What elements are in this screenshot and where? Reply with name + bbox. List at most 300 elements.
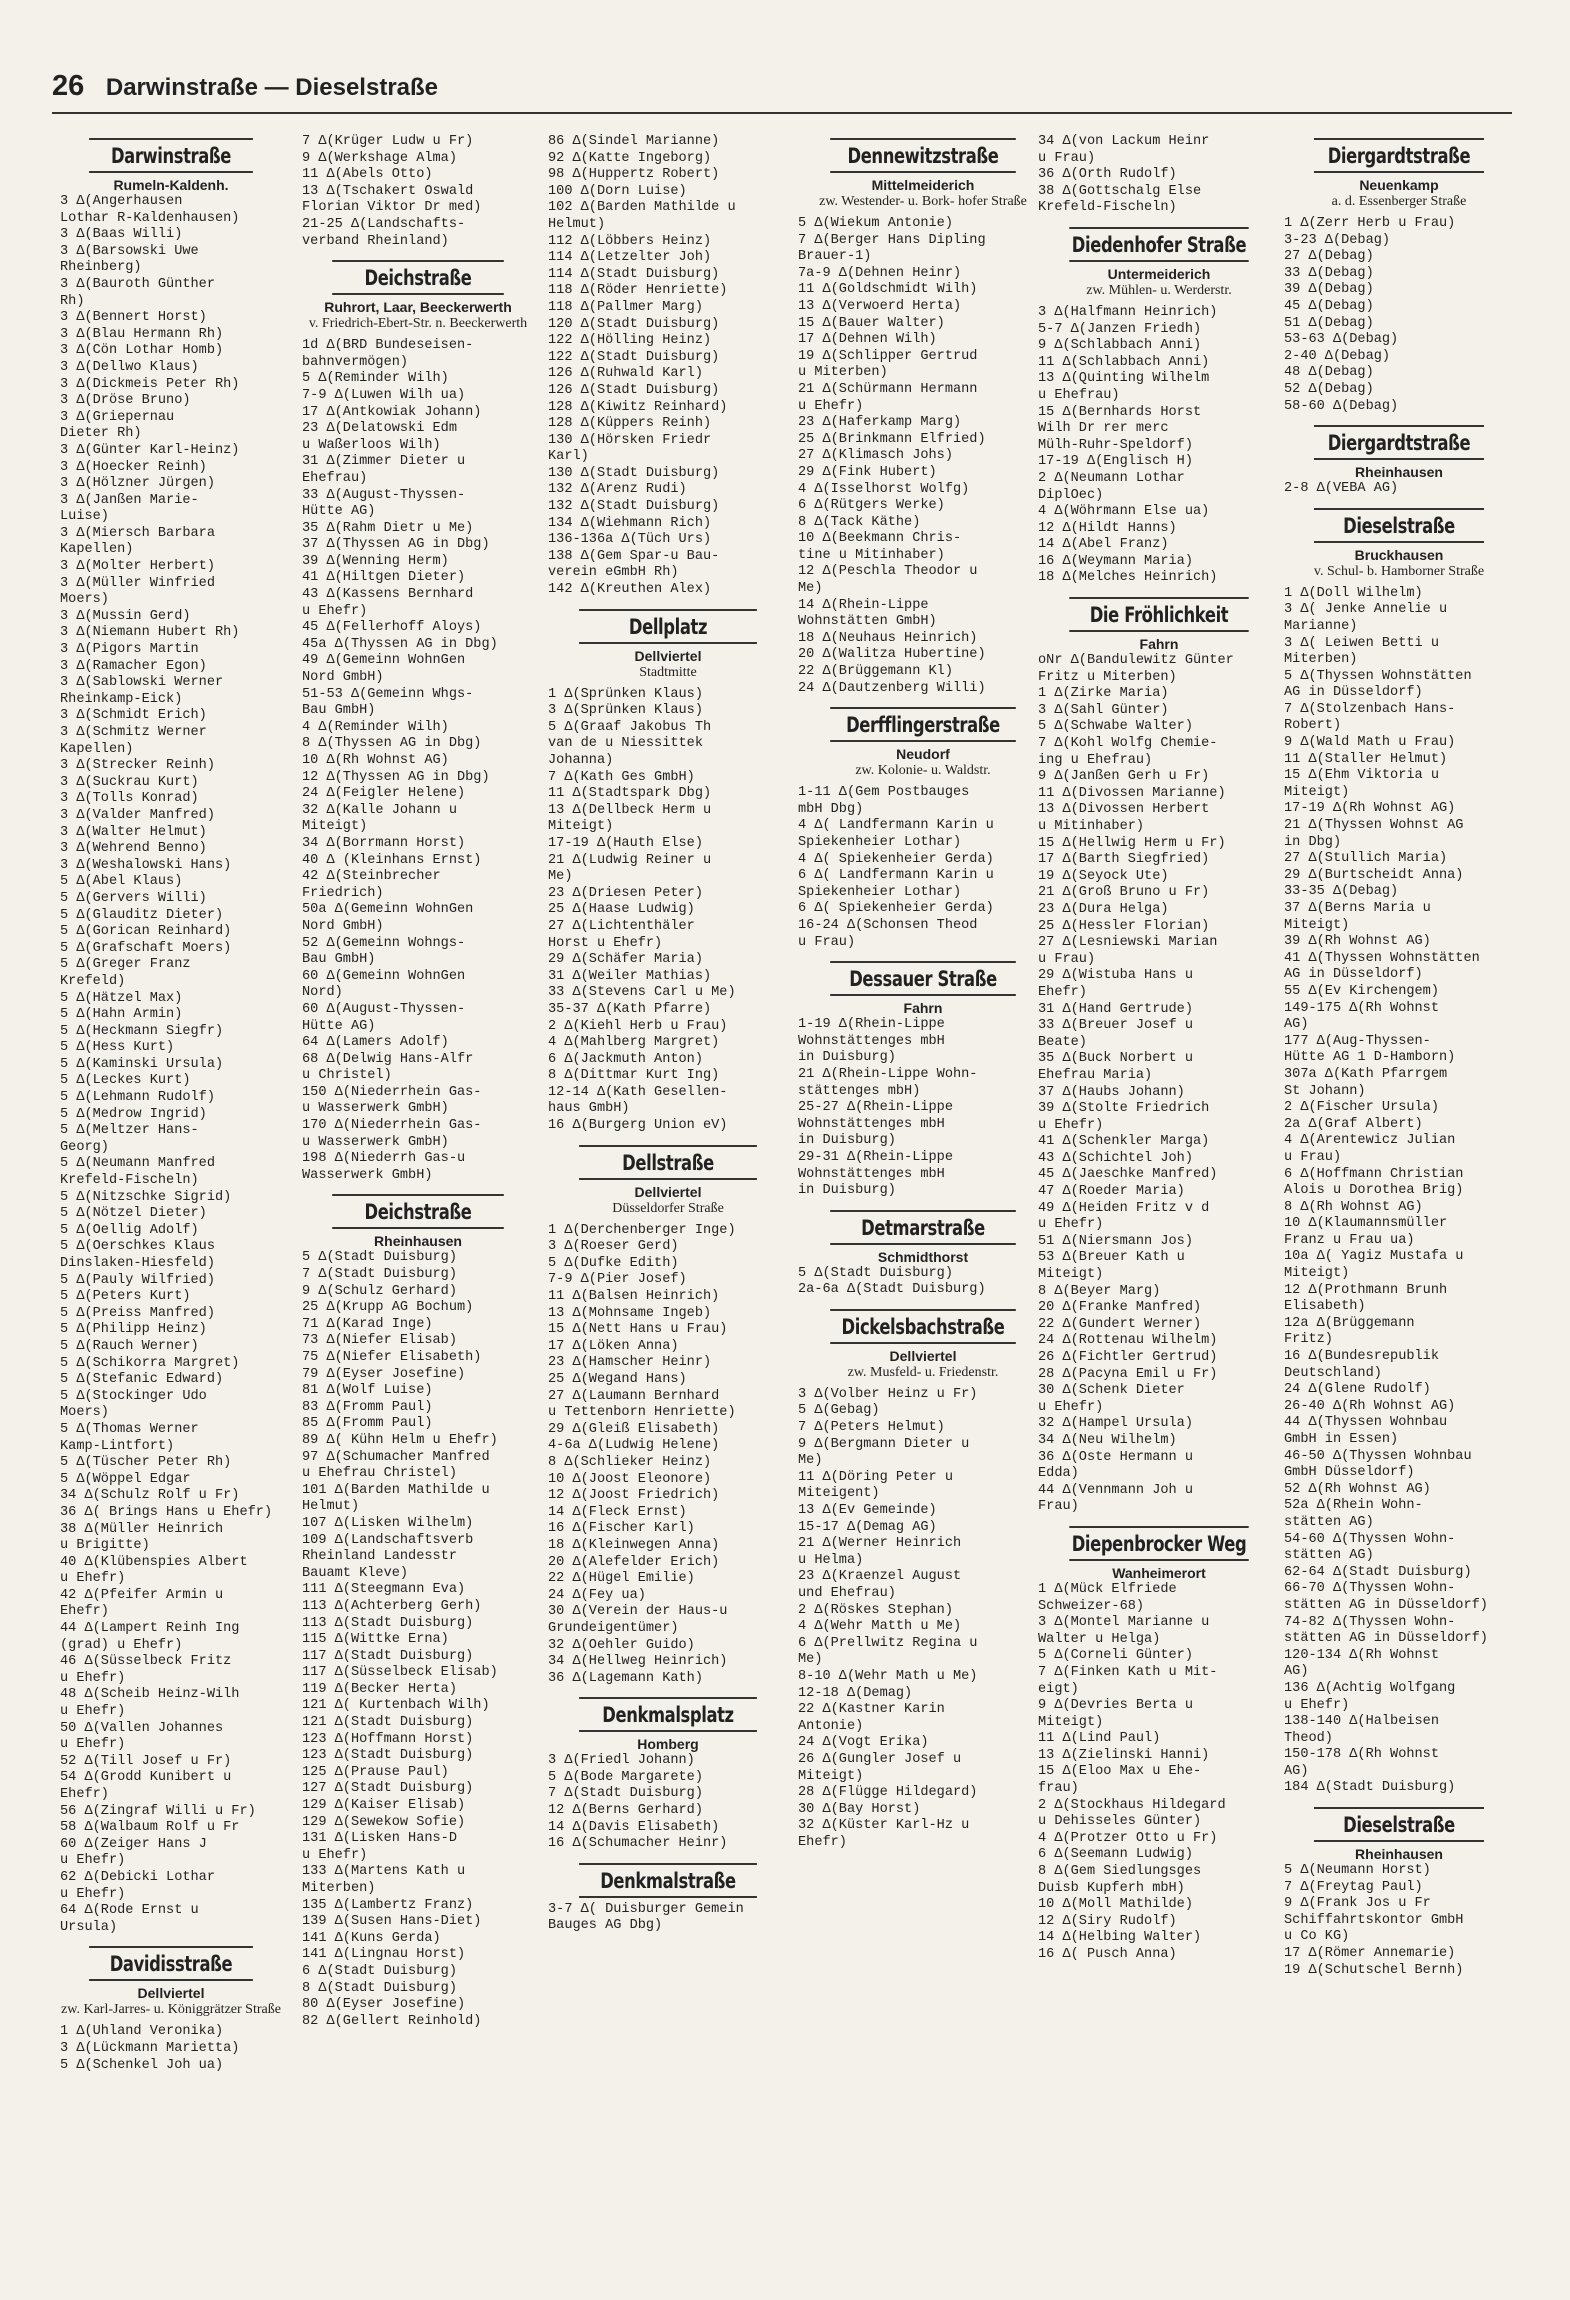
address-entry: 5 Δ(Gebag) xyxy=(798,1403,880,1419)
address-entry: 23 Δ(Kraenzel August und Ehefrau) xyxy=(798,1569,962,1601)
address-entry: 12 Δ(Prothmann Brunh Elisabeth) xyxy=(1284,1282,1448,1315)
street-section xyxy=(60,138,282,1936)
address-entry: 129 Δ(Sewekow Sofie) xyxy=(302,1814,466,1830)
address-entry: 5 Δ(Thomas Werner Kamp-Lintfort) xyxy=(60,1421,199,1454)
entry-list xyxy=(302,338,534,1184)
address-entry: 19 Δ(Schutschel Bernh) xyxy=(1284,1962,1464,1978)
address-entry: 121 Δ(Stadt Duisburg) xyxy=(302,1715,474,1731)
address-entry: 9 Δ(Wald Math u Frau) xyxy=(1284,735,1456,751)
address-entry: 34 Δ(Neu Wilhelm) xyxy=(1038,1432,1177,1448)
street-section xyxy=(548,1863,788,1935)
address-entry: 12a Δ(Brüggemann Fritz) xyxy=(1284,1315,1415,1348)
address-entry: 40 Δ (Kleinhans Ernst) xyxy=(302,852,482,868)
address-entry: 149-175 Δ(Rh Wohnst AG) xyxy=(1284,1000,1439,1033)
address-entry: 10 Δ(Beekmann Chris- tine u Mitinhaber) xyxy=(798,531,962,563)
address-entry: 102 Δ(Barden Mathilde u Helmut) xyxy=(548,200,736,232)
address-entry: 11 Δ(Abels Otto) xyxy=(302,167,433,183)
address-entry: 15 Δ(Bauer Walter) xyxy=(798,315,945,331)
address-entry: 13 Δ(Verwoerd Herta) xyxy=(798,298,962,314)
address-entry: 92 Δ(Katte Ingeborg) xyxy=(548,150,712,166)
address-entry: 5 Δ(Oellig Adolf) xyxy=(60,1222,199,1238)
address-entry: 112 Δ(Löbbers Heinz) xyxy=(548,233,712,249)
address-entry: 15 Δ(Hellwig Herm u Fr) xyxy=(1038,835,1226,851)
entry-list xyxy=(798,1017,1048,1200)
address-entry: 4 Δ(Protzer Otto u Fr) xyxy=(1038,1830,1218,1846)
location-note: Düsseldorfer Straße xyxy=(612,1200,724,1216)
district-label: Homberg xyxy=(637,1736,699,1753)
address-entry: 13 Δ(Quinting Wilhelm u Ehefrau) xyxy=(1038,371,1210,403)
address-entry: 39 Δ(Debag) xyxy=(1284,282,1374,298)
address-entry: 3 Δ(Müller Winfried Moers) xyxy=(60,575,215,608)
address-entry: 115 Δ(Wittke Erna) xyxy=(302,1632,449,1648)
address-entry: 5 Δ(Gervers Willi) xyxy=(60,890,207,906)
address-entry: 27 Δ(Klimasch Johs) xyxy=(798,448,953,464)
address-entry: 13 Δ(Dellbeck Herm u Miteigt) xyxy=(548,802,712,835)
address-entry: 44 Δ(Thyssen Wohnbau GmbH in Essen) xyxy=(1284,1415,1448,1447)
address-entry: 74-82 Δ(Thyssen Wohn- stätten AG in Düsseldorf) xyxy=(1284,1614,1488,1647)
address-entry: 133 Δ(Martens Kath u Miterben) xyxy=(302,1864,466,1896)
address-entry: 75 Δ(Niefer Elisabeth) xyxy=(302,1350,482,1365)
district-label: Wanheimerort xyxy=(1112,1564,1206,1581)
street-name: Dessauer Straße xyxy=(830,961,1016,996)
address-entry: 32 Δ(Kalle Johann u Miteigt) xyxy=(302,802,457,835)
address-entry: 54 Δ(Grodd Kunibert u Ehefr) xyxy=(60,1770,232,1802)
address-entry: 3 Δ(Lückmann Marietta) xyxy=(60,2040,240,2056)
address-entry: 35-37 Δ(Kath Pfarre) xyxy=(548,1001,712,1017)
address-entry: 41 Δ(Schenkler Marga) xyxy=(1038,1134,1210,1150)
entry-list xyxy=(1038,1582,1280,1964)
street-section xyxy=(1038,227,1280,587)
address-entry: 3 Δ(Hölzner Jürgen) xyxy=(60,476,215,492)
address-entry: 1 Δ(Uhland Veronika) xyxy=(60,2024,224,2040)
address-entry: 3 Δ(Wehrend Benno) xyxy=(60,841,207,857)
address-entry: 18 Δ(Neuhaus Heinrich) xyxy=(798,630,978,646)
address-entry: 34 Δ(Borrmann Horst) xyxy=(302,835,466,851)
address-entry: 120-134 Δ(Rh Wohnst AG) xyxy=(1284,1647,1439,1680)
address-entry: 9 Δ(Bergmann Dieter u Me) xyxy=(798,1436,970,1469)
address-entry: 5 Δ(Hess Kurt) xyxy=(60,1040,175,1056)
address-entry: 15 Δ(Eloo Max u Ehe- frau) xyxy=(1038,1764,1202,1797)
address-entry: 3 Δ(Cön Lothar Homb) xyxy=(60,343,224,359)
address-entry: 132 Δ(Stadt Duisburg) xyxy=(548,499,720,515)
address-entry: 1-19 Δ(Rhein-Lippe Wohnstättenges mbH in Duisburg) xyxy=(798,1017,945,1066)
address-entry: 7-9 Δ(Pier Josef) xyxy=(548,1272,687,1288)
address-entry: 39 Δ(Stolte Friedrich u Ehefr) xyxy=(1038,1101,1210,1133)
address-entry: 29 Δ(Wistuba Hans u Ehefr) xyxy=(1038,968,1193,1000)
address-entry: 50 Δ(Vallen Johannes u Ehefr) xyxy=(60,1720,224,1753)
address-entry: 17 Δ(Dehnen Wilh) xyxy=(798,332,937,348)
address-entry: 5 Δ(Lehmann Rudolf) xyxy=(60,1090,215,1106)
address-entry: 139 Δ(Susen Hans-Diet) xyxy=(302,1914,482,1930)
street-section xyxy=(1038,1526,1280,1964)
address-entry: 3 Δ(Roeser Gerd) xyxy=(548,1239,679,1255)
street-section xyxy=(1038,134,1280,217)
district-label: Ruhrort, Laar, Beeckerwerth xyxy=(324,299,512,316)
address-entry: 32 Δ(Hampel Ursula) xyxy=(1038,1416,1193,1432)
entry-list xyxy=(1038,134,1280,217)
address-entry: 48 Δ(Scheib Heinz-Wilh u Ehefr) xyxy=(60,1687,240,1720)
district-label: Dellviertel xyxy=(634,1183,702,1200)
address-entry: 36 Δ(Orth Rudolf) xyxy=(1038,167,1177,183)
address-entry: 27 Δ(Stullich Maria) xyxy=(1284,851,1448,867)
address-entry: 8 Δ(Thyssen AG in Dbg) xyxy=(302,736,482,752)
address-entry: 12 Δ(Hildt Hanns) xyxy=(1038,520,1177,536)
address-entry: 3 Δ(Pigors Martin xyxy=(60,642,199,658)
address-entry: 184 Δ(Stadt Duisburg) xyxy=(1284,1780,1456,1796)
address-entry: 7 Δ(Stolzenbach Hans- Robert) xyxy=(1284,701,1456,734)
address-entry: 3 Δ(Montel Marianne u Walter u Helga) xyxy=(1038,1615,1210,1647)
address-entry: 62-64 Δ(Stadt Duisburg) xyxy=(1284,1564,1472,1580)
address-entry: 8 Δ(Stadt Duisburg) xyxy=(302,1980,457,1996)
address-entry: 25 Δ(Hessler Florian) xyxy=(1038,918,1210,934)
address-entry: 14 Δ(Davis Elisabeth) xyxy=(548,1819,720,1835)
address-entry: 14 Δ(Rhein-Lippe Wohnstätten GmbH) xyxy=(798,597,937,630)
address-entry: 62 Δ(Debicki Lothar u Ehefr) xyxy=(60,1869,215,1902)
street-name: Dickelsbachstraße xyxy=(830,1309,1016,1344)
street-section xyxy=(548,609,788,1135)
address-entry: 11 Δ(Divossen Marianne) xyxy=(1038,785,1226,801)
address-entry: 5 Δ(Neumann Manfred Krefeld-Fischeln) xyxy=(60,1156,215,1189)
address-entry: 25-27 Δ(Rhein-Lippe Wohnstättenges mbH in Duisburg) xyxy=(798,1100,953,1149)
street-section xyxy=(798,707,1048,951)
address-entry: 1 Δ(Zerr Herb u Frau) xyxy=(1284,216,1456,231)
address-entry: 5 Δ(Tüscher Peter Rh) xyxy=(60,1455,232,1471)
address-entry: 25 Δ(Wegand Hans) xyxy=(548,1372,687,1387)
address-entry: 138-140 Δ(Halbeisen Theod) xyxy=(1284,1714,1439,1746)
address-entry: 16 Δ(Bundesrepublik Deutschland) xyxy=(1284,1349,1439,1381)
address-entry: 42 Δ(Pfeifer Armin u Ehefr) xyxy=(60,1587,224,1620)
address-entry: 35 Δ(Rahm Dietr u Me) xyxy=(302,520,474,536)
address-entry: 17-19 Δ(Rh Wohnst AG) xyxy=(1284,801,1456,817)
address-entry: 8 Δ(Dittmar Kurt Ing) xyxy=(548,1068,720,1084)
street-section xyxy=(548,134,788,599)
street-name: Deichstraße xyxy=(332,260,504,295)
address-entry: 36 Δ(Oste Hermann u Edda) xyxy=(1038,1449,1193,1482)
address-entry: 41 Δ(Thyssen Wohnstätten AG in Düsseldorf) xyxy=(1284,950,1480,983)
address-entry: 34 Δ(Hellweg Heinrich) xyxy=(548,1654,728,1670)
address-entry: 11 Δ(Schlabbach Anni) xyxy=(1038,354,1210,370)
address-entry: 47 Δ(Roeder Maria) xyxy=(1038,1184,1185,1200)
address-entry: 100 Δ(Dorn Luise) xyxy=(548,183,687,199)
street-section xyxy=(1284,1807,1514,1979)
address-entry: 5-7 Δ(Janzen Friedh) xyxy=(1038,321,1202,337)
address-entry: 198 Δ(Niederrh Gas-u Wasserwerk GmbH) xyxy=(302,1151,466,1183)
address-entry: 307a Δ(Kath Pfarrgem St Johann) xyxy=(1284,1066,1448,1099)
address-entry: 7 Δ(Stadt Duisburg) xyxy=(302,1267,457,1283)
address-entry: 2 Δ(Stockhaus Hildegard u Dehisseles Günter) xyxy=(1038,1797,1226,1830)
address-entry: 28 Δ(Pacyna Emil u Fr) xyxy=(1038,1366,1218,1382)
address-entry: 24 Δ(Rottenau Wilhelm) xyxy=(1038,1333,1218,1349)
address-entry: 22 Δ(Kastner Karin Antonie) xyxy=(798,1702,945,1734)
address-entry: 51-53 Δ(Gemeinn Whgs- Bau GmbH) xyxy=(302,686,474,719)
address-entry: 136-136a Δ(Tüch Urs) xyxy=(548,532,712,548)
column-4 xyxy=(798,128,1048,2288)
address-entry: 12 Δ(Siry Rudolf) xyxy=(1038,1913,1177,1929)
address-entry: 44 Δ(Lampert Reinh Ing (grad) u Ehefr) xyxy=(60,1621,240,1653)
address-entry: 5 Δ(Rauch Werner) xyxy=(60,1338,199,1354)
location-note: zw. Kolonie- u. Waldstr. xyxy=(855,763,991,779)
address-entry: 5 Δ(Stefanic Edward) xyxy=(60,1372,224,1388)
address-entry: 5 Δ(Greger Franz Krefeld) xyxy=(60,957,191,989)
address-entry: 17-19 Δ(Englisch H) xyxy=(1038,454,1193,470)
address-entry: 11 Δ(Goldschmidt Wilh) xyxy=(798,282,978,298)
entry-list xyxy=(1284,216,1514,415)
address-entry: 150-178 Δ(Rh Wohnst AG) xyxy=(1284,1747,1439,1779)
address-entry: 66-70 Δ(Thyssen Wohn- stätten AG in Düsseldorf) xyxy=(1284,1581,1488,1613)
district-label: Bruckhausen xyxy=(1354,546,1444,563)
address-entry: 43 Δ(Kassens Bernhard u Ehefr) xyxy=(302,587,474,619)
address-entry: 60 Δ(Zeiger Hans J u Ehefr) xyxy=(60,1836,207,1869)
address-entry: 134 Δ(Wiehmann Rich) xyxy=(548,515,712,531)
address-entry: 26 Δ(Gungler Josef u Miteigt) xyxy=(798,1751,962,1784)
address-entry: 4 Δ(Isselhorst Wolfg) xyxy=(798,481,970,497)
street-section xyxy=(302,260,534,1184)
address-entry: 11 Δ(Staller Helmut) xyxy=(1284,751,1448,767)
address-entry: 130 Δ(Stadt Duisburg) xyxy=(548,465,720,481)
address-entry: 119 Δ(Becker Herta) xyxy=(302,1681,457,1697)
address-entry: 11 Δ(Balsen Heinrich) xyxy=(548,1289,720,1305)
address-entry: 64 Δ(Lamers Adolf) xyxy=(302,1035,449,1051)
address-entry: 117 Δ(Süsselbeck Elisab) xyxy=(302,1665,498,1681)
column-6 xyxy=(1284,128,1514,2288)
address-entry: 6 Δ( Spiekenheier Gerda) xyxy=(798,901,994,917)
address-entry: 45 Δ(Debag) xyxy=(1284,298,1374,314)
address-entry: 28 Δ(Flügge Hildegard) xyxy=(798,1785,978,1801)
address-entry: 121 Δ( Kurtenbach Wilh) xyxy=(302,1698,490,1714)
address-entry: 5 Δ(Peters Kurt) xyxy=(60,1289,191,1305)
address-entry: 3 Δ(Sahl Günter) xyxy=(1038,702,1169,718)
address-entry: 2 Δ(Kiehl Herb u Frau) xyxy=(548,1018,728,1034)
address-entry: 52a Δ(Rhein Wohn- stätten AG) xyxy=(1284,1498,1423,1530)
street-section xyxy=(302,1194,534,2030)
address-entry: 1d Δ(BRD Bundeseisen- bahnvermögen) xyxy=(302,338,474,370)
address-entry: 7 Δ(Berger Hans Dipling Brauer-1) xyxy=(798,232,986,265)
address-entry: 29-31 Δ(Rhein-Lippe Wohnstättenges mbH in Duisburg) xyxy=(798,1149,953,1199)
address-entry: 86 Δ(Sindel Marianne) xyxy=(548,134,720,149)
address-entry: 51 Δ(Niersmann Jos) xyxy=(1038,1233,1193,1249)
address-entry: 17-19 Δ(Hauth Else) xyxy=(548,835,703,851)
entry-list xyxy=(548,687,788,1135)
address-entry: 17 Δ(Barth Siegfried) xyxy=(1038,852,1210,868)
address-entry: 21 Δ(Schürmann Hermann u Ehefr) xyxy=(798,381,978,414)
address-entry: 68 Δ(Delwig Hans-Alfr u Christel) xyxy=(302,1051,474,1084)
address-entry: 16 Δ(Fischer Karl) xyxy=(548,1521,695,1537)
address-entry: 20 Δ(Franke Manfred) xyxy=(1038,1300,1202,1316)
street-name: Dieselstraße xyxy=(1314,1807,1484,1842)
address-entry: 31 Δ(Hand Gertrude) xyxy=(1038,1001,1193,1017)
address-entry: 3 Δ(Mussin Gerd) xyxy=(60,608,191,624)
address-entry: 3 Δ(Griepernau Dieter Rh) xyxy=(60,409,175,442)
address-entry: 41 Δ(Hiltgen Dieter) xyxy=(302,570,466,586)
street-name: Diergardtstraße xyxy=(1314,138,1484,173)
address-entry: 37 Δ(Berns Maria u Miteigt) xyxy=(1284,901,1431,933)
address-entry: 13 Δ(Ev Gemeinde) xyxy=(798,1503,937,1519)
address-entry: 30 Δ(Bay Horst) xyxy=(798,1801,921,1817)
address-entry: 5 Δ(Nötzel Dieter) xyxy=(60,1206,207,1222)
address-entry: 129 Δ(Kaiser Elisab) xyxy=(302,1798,466,1814)
district-label: Fahrn xyxy=(1139,636,1179,653)
address-entry: 5 Δ(Stockinger Udo Moers) xyxy=(60,1388,207,1421)
address-entry: 81 Δ(Wolf Luise) xyxy=(302,1383,433,1399)
address-entry: 33 Δ(Breuer Josef u Beate) xyxy=(1038,1018,1193,1050)
street-name: Dellstraße xyxy=(579,1145,757,1180)
address-entry: 5 Δ(Wiekum Antonie) xyxy=(798,216,953,231)
address-entry: 3 Δ(Bennert Horst) xyxy=(60,310,207,326)
address-entry: 7-9 Δ(Luwen Wilh ua) xyxy=(302,387,466,403)
address-entry: 3 Δ(Dellwo Klaus) xyxy=(60,359,199,375)
address-entry: 5 Δ(Schenkel Joh ua) xyxy=(60,2057,224,2073)
address-entry: 1 Δ(Zirke Maria) xyxy=(1038,686,1169,702)
address-entry: 15 Δ(Nett Hans u Frau) xyxy=(548,1322,728,1338)
address-entry: 1 Δ(Mück Elfriede Schweizer-68) xyxy=(1038,1581,1177,1614)
address-entry: 5 Δ(Glauditz Dieter) xyxy=(60,907,224,923)
address-entry: 9 Δ(Frank Jos u Fr Schiffahrtskontor GmbH u Co KG) xyxy=(1284,1896,1464,1945)
address-entry: 3 Δ(Hoecker Reinh) xyxy=(60,459,207,475)
address-entry: 7 Δ(Kohl Wolfg Chemie- ing u Ehefrau) xyxy=(1038,736,1218,768)
address-entry: 5 Δ(Dufke Edith) xyxy=(548,1255,679,1271)
address-entry: 3 Δ(Volber Heinz u Fr) xyxy=(798,1386,978,1402)
address-entry: 135 Δ(Lambertz Franz) xyxy=(302,1897,474,1913)
address-entry: 21 Δ(Rhein-Lippe Wohn- stättenges mbH) xyxy=(798,1066,978,1099)
address-entry: 24 Δ(Feigler Helene) xyxy=(302,786,466,802)
address-entry: 12 Δ(Peschla Theodor u Me) xyxy=(798,564,978,597)
address-entry: 45 Δ(Jaeschke Manfred) xyxy=(1038,1167,1218,1183)
address-entry: 3 Δ( Jenke Annelie u Marianne) xyxy=(1284,602,1448,634)
address-entry: 5 Δ(Neumann Horst) xyxy=(1284,1863,1431,1879)
address-entry: 5 Δ(Nitzschke Sigrid) xyxy=(60,1189,232,1205)
address-entry: 5 Δ(Heckmann Siegfr) xyxy=(60,1023,224,1039)
location-note: v. Friedrich-Ebert-Str. n. Beeckerwerth xyxy=(308,316,528,332)
address-entry: 2a-6a Δ(Stadt Duisburg) xyxy=(798,1282,986,1298)
address-entry: 3 Δ(Dröse Bruno) xyxy=(60,393,191,409)
address-entry: 27 Δ(Lichtenthäler Horst u Ehefr) xyxy=(548,918,695,951)
address-entry: 21 Δ(Ludwig Reiner u Me) xyxy=(548,852,712,885)
address-entry: 5 Δ(Reminder Wilh) xyxy=(302,371,449,387)
address-entry: 25 Δ(Krupp AG Bochum) xyxy=(302,1300,474,1316)
address-entry: 8 Δ(Tack Käthe) xyxy=(798,514,921,530)
address-entry: 5 Δ(Pauly Wilfried) xyxy=(60,1272,215,1288)
address-entry: 3 Δ(Friedl Johann) xyxy=(548,1753,695,1769)
location-note: v. Schul- b. Hamborner Straße xyxy=(1313,563,1485,579)
address-entry: 22 Δ(Gundert Werner) xyxy=(1038,1316,1202,1332)
address-entry: 15 Δ(Bernhards Horst Wilh Dr rer merc Mülh-Ruhr-Speldorf) xyxy=(1038,404,1202,453)
address-entry: 6 Δ(Rütgers Werke) xyxy=(798,498,945,514)
street-name: Diepenbrocker Weg xyxy=(1069,1526,1248,1561)
address-entry: 49 Δ(Gemeinn WohnGen Nord GmbH) xyxy=(302,653,466,686)
address-entry: 4 Δ(Mahlberg Margret) xyxy=(548,1035,720,1051)
address-entry: 125 Δ(Prause Paul) xyxy=(302,1764,449,1780)
address-entry: 3 Δ(Weshalowski Hans) xyxy=(60,857,232,873)
address-entry: 60 Δ(August-Thyssen- Hütte AG) xyxy=(302,1001,466,1034)
address-entry: 118 Δ(Pallmer Marg) xyxy=(548,299,703,315)
address-entry: 3 Δ(Halfmann Heinrich) xyxy=(1038,304,1218,320)
address-entry: 27 Δ(Debag) xyxy=(1284,249,1374,265)
address-entry: 48 Δ(Debag) xyxy=(1284,365,1374,381)
location-note: zw. Musfeld- u. Friedenstr. xyxy=(847,1364,999,1380)
entry-list xyxy=(1284,1863,1514,1979)
location-note: zw. Mühlen- u. Werderstr. xyxy=(1086,282,1232,298)
address-entry: 2a Δ(Graf Albert) xyxy=(1284,1116,1423,1132)
address-entry: 55 Δ(Ev Kirchengem) xyxy=(1284,983,1439,999)
address-entry: 37 Δ(Haubs Johann) xyxy=(1038,1084,1185,1100)
street-section xyxy=(548,1697,788,1853)
address-entry: 6 Δ( Landfermann Karin u Spiekenheier Lothar) xyxy=(798,868,994,900)
address-entry: 2 Δ(Röskes Stephan) xyxy=(798,1602,953,1618)
address-entry: 23 Δ(Dura Helga) xyxy=(1038,901,1169,917)
address-entry: 3 Δ(Blau Hermann Rh) xyxy=(60,326,224,342)
address-entry: 122 Δ(Stadt Duisburg) xyxy=(548,349,720,365)
address-entry: 126 Δ(Stadt Duisburg) xyxy=(548,382,720,398)
address-entry: 29 Δ(Fink Hubert) xyxy=(798,464,937,480)
address-entry: 113 Δ(Stadt Duisburg) xyxy=(302,1615,474,1631)
address-entry: 5 Δ(Oerschkes Klaus Dinslaken-Hiesfeld) xyxy=(60,1239,215,1271)
address-entry: 58-60 Δ(Debag) xyxy=(1284,398,1399,414)
address-entry: 29 Δ(Schäfer Maria) xyxy=(548,952,703,968)
address-entry: 3 Δ(Suckrau Kurt) xyxy=(60,774,199,790)
address-entry: 9 Δ(Schlabbach Anni) xyxy=(1038,338,1202,354)
address-entry: 3 Δ(Walter Helmut) xyxy=(60,824,207,840)
address-entry: 3 Δ(Janßen Marie- Luise) xyxy=(60,492,199,525)
address-entry: 142 Δ(Kreuthen Alex) xyxy=(548,582,712,598)
address-entry: 30 Δ(Verein der Haus-u Grundeigentümer) xyxy=(548,1604,728,1636)
column-2 xyxy=(302,128,534,2288)
address-entry: 18 Δ(Melches Heinrich) xyxy=(1038,570,1218,586)
address-entry: 12 Δ(Joost Friedrich) xyxy=(548,1488,720,1504)
address-entry: 132 Δ(Arenz Rudi) xyxy=(548,482,687,498)
district-label: Neudorf xyxy=(896,746,950,763)
address-entry: 8 Δ(Rh Wohnst AG) xyxy=(1284,1199,1423,1215)
address-entry: 12 Δ(Thyssen AG in Dbg) xyxy=(302,769,490,785)
address-entry: 5 Δ(Preiss Manfred) xyxy=(60,1305,215,1321)
address-entry: 2-8 Δ(VEBA AG) xyxy=(1284,481,1399,497)
address-entry: 130 Δ(Hörsken Friedr Karl) xyxy=(548,432,712,465)
street-name: Davidisstraße xyxy=(89,1946,253,1981)
address-entry: 80 Δ(Eyser Josefine) xyxy=(302,1997,466,2013)
entry-list xyxy=(798,1266,1048,1299)
address-entry: 33 Δ(Stevens Carl u Me) xyxy=(548,985,736,1001)
address-entry: 20 Δ(Walitza Hubertine) xyxy=(798,647,986,663)
address-entry: 53 Δ(Breuer Kath u Miteigt) xyxy=(1038,1250,1185,1283)
address-entry: 25 Δ(Haase Ludwig) xyxy=(548,902,695,918)
address-entry: 51 Δ(Debag) xyxy=(1284,315,1374,331)
address-entry: 5 Δ(Schwabe Walter) xyxy=(1038,719,1193,735)
address-entry: 79 Δ(Eyser Josefine) xyxy=(302,1366,466,1382)
address-entry: 2-40 Δ(Debag) xyxy=(1284,348,1391,364)
address-entry: 14 Δ(Abel Franz) xyxy=(1038,537,1169,553)
address-entry: 32 Δ(Küster Karl-Hz u Ehefr) xyxy=(798,1818,970,1850)
address-entry: 7 Δ(Finken Kath u Mit- eigt) xyxy=(1038,1664,1218,1697)
address-entry: 3 Δ(Bauroth Günther Rh) xyxy=(60,276,215,309)
street-name: Denkmalsplatz xyxy=(579,1697,757,1732)
address-entry: 14 Δ(Fleck Ernst) xyxy=(548,1504,687,1520)
address-entry: 24 Δ(Glene Rudolf) xyxy=(1284,1382,1431,1398)
address-entry: 21 Δ(Thyssen Wohnst AG in Dbg) xyxy=(1284,818,1464,850)
address-entry: 98 Δ(Huppertz Robert) xyxy=(548,167,720,183)
address-entry: 128 Δ(Kiwitz Reinhard) xyxy=(548,399,728,415)
address-entry: 5 Δ(Bode Margarete) xyxy=(548,1769,703,1785)
street-section xyxy=(548,1145,788,1688)
entry-list xyxy=(1284,481,1514,498)
entry-list xyxy=(1038,653,1280,1516)
address-entry: 126 Δ(Ruhwald Karl) xyxy=(548,366,703,382)
street-section xyxy=(798,961,1048,1200)
address-entry: 35 Δ(Buck Norbert u Ehefrau Maria) xyxy=(1038,1051,1193,1083)
location-note: Stadtmitte xyxy=(639,664,697,680)
address-entry: 3 Δ(Tolls Konrad) xyxy=(60,791,199,807)
address-entry: 117 Δ(Stadt Duisburg) xyxy=(302,1648,474,1664)
address-entry: 23 Δ(Driesen Peter) xyxy=(548,885,703,901)
address-entry: 12-14 Δ(Kath Gesellen- haus GmbH) xyxy=(548,1084,728,1117)
